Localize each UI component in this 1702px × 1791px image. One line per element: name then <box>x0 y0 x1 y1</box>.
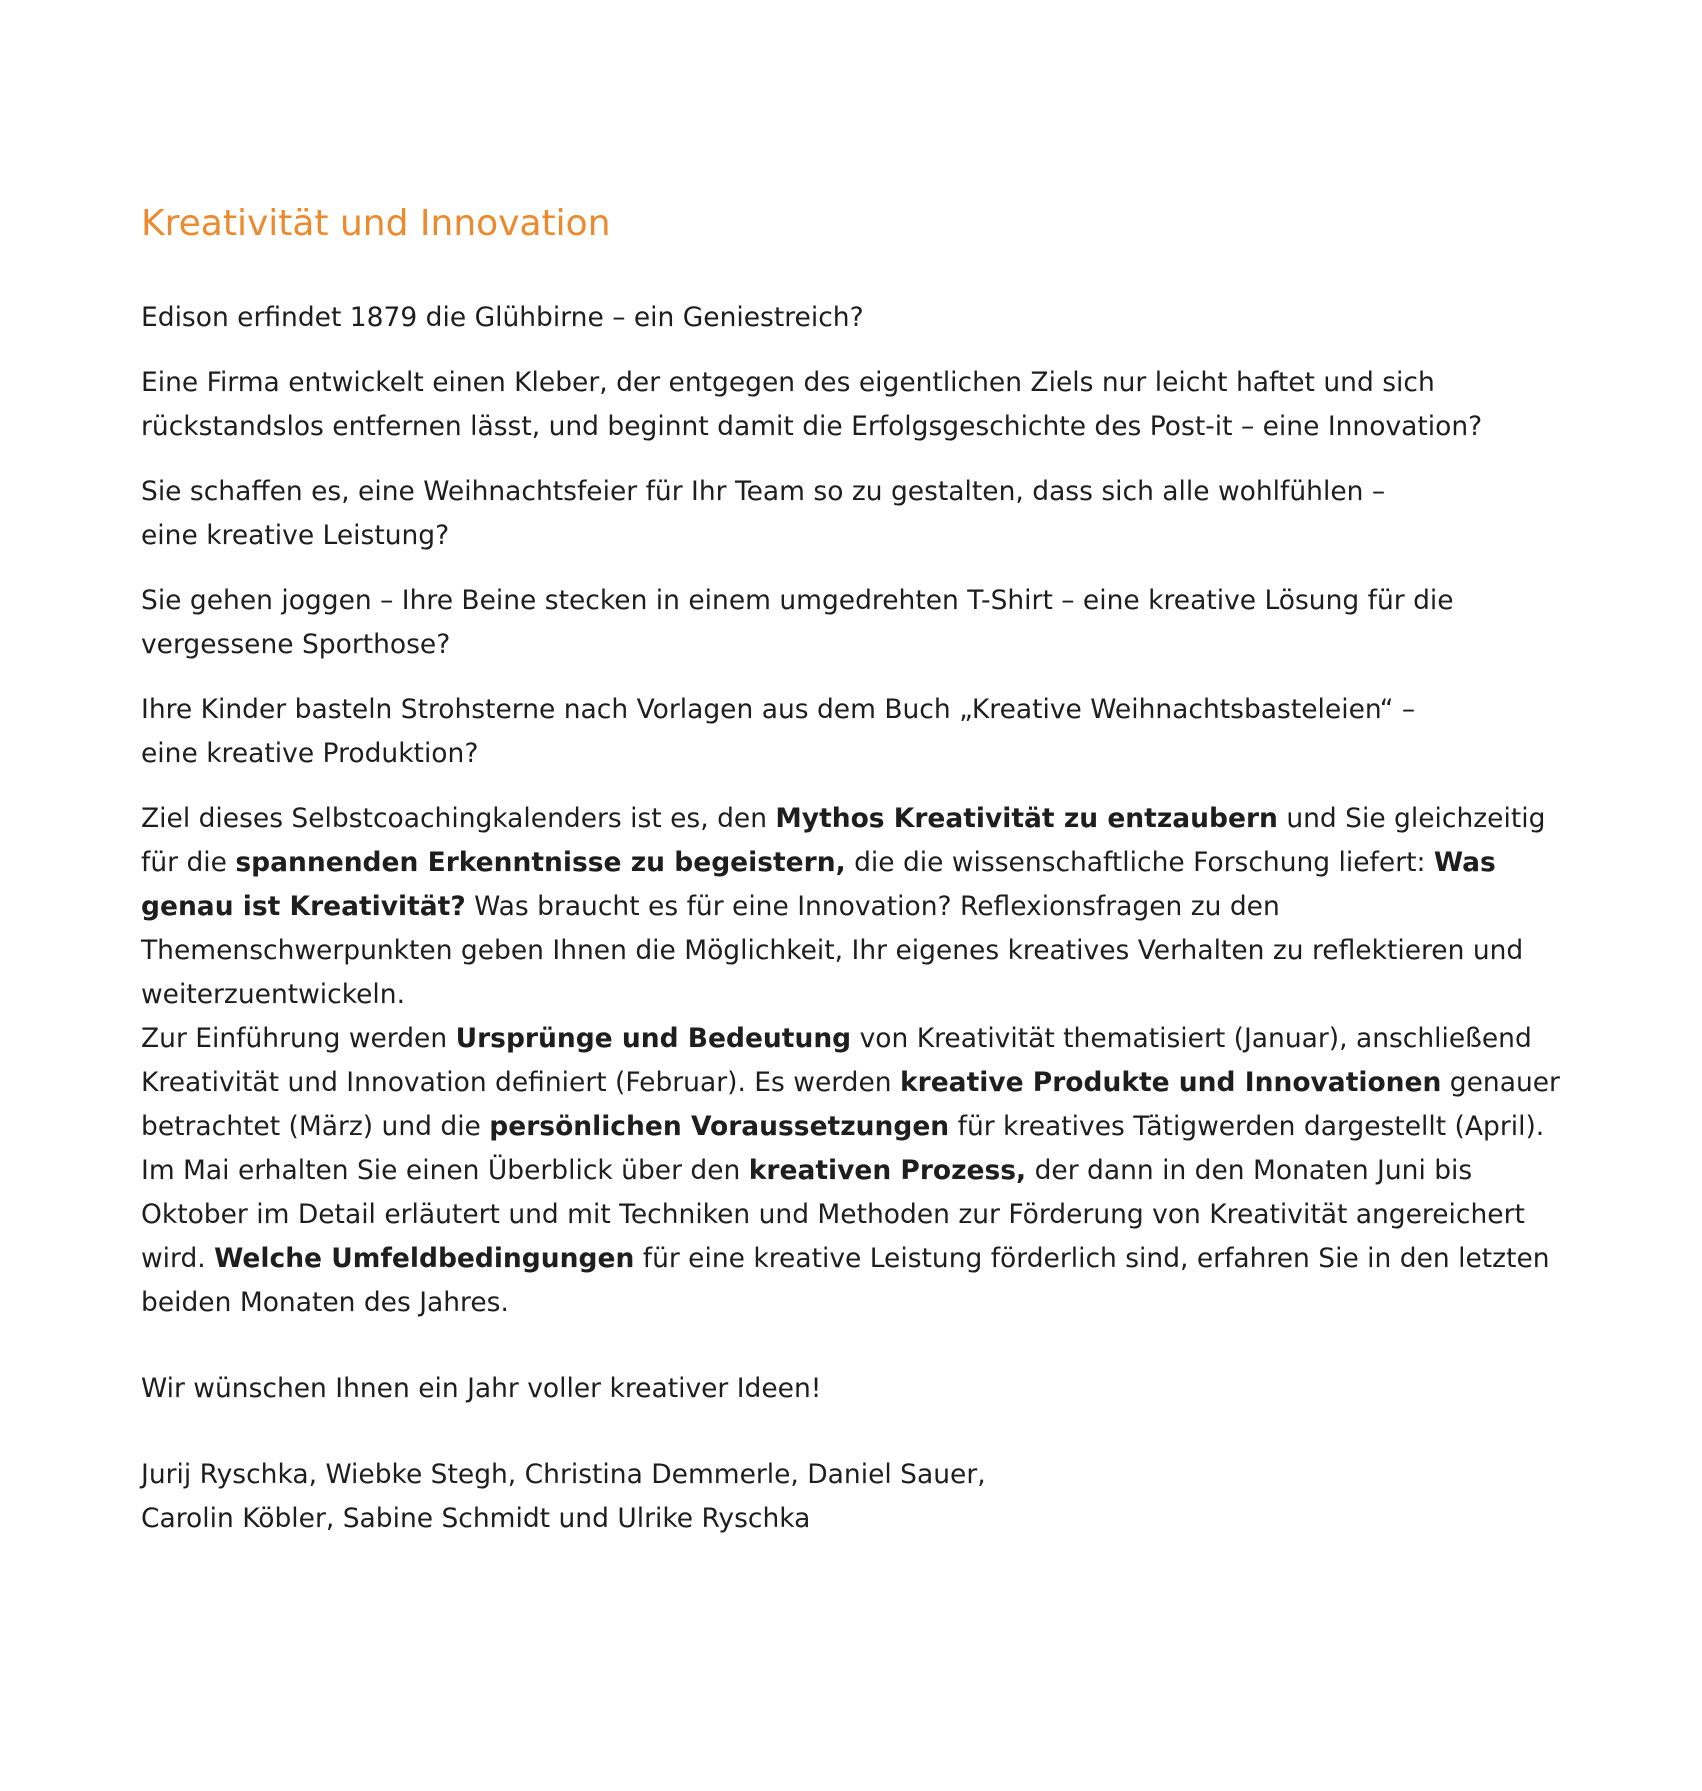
emphasis-text: Welche Umfeldbedingungen <box>214 1243 635 1274</box>
text-line: Ihre Kinder basteln Strohsterne nach Vorlagen aus dem Buch „Kreative Weihnachtsbasteleien“ – <box>141 694 1416 725</box>
author-line: Carolin Köbler, Sabine Schmidt und Ulrike Ryschka <box>141 1503 811 1534</box>
text-run: von Kreativität thematisiert (Januar), anschließend Kreativität und Innovation definiert (Februar). Es werden <box>141 1023 1532 1098</box>
text-run: der dann in den Monaten Juni bis Oktober im Detail erläutert und mit Techniken und Methoden zur Förderung von Kreativität angereichert wird. <box>141 1155 1525 1274</box>
text-line: Wir wünschen Ihnen ein Jahr voller kreativer Ideen! <box>141 1373 822 1404</box>
emphasis-text: spannenden Erkenntnisse zu begeistern, <box>235 847 846 878</box>
text-line: rückstandslos entfernen lässt, und beginnt damit die Erfolgsgeschichte des Post-it – eine Innovation? <box>141 411 1483 442</box>
authors-signature <box>141 1453 1561 1541</box>
emphasis-text: Ursprünge und Bedeutung <box>455 1023 852 1054</box>
text-run: für eine kreative Leistung förderlich sind, erfahren Sie in den letzten beiden Monaten des Jahres. <box>141 1243 1550 1318</box>
text-run: und Sie gleichzeitig für die <box>141 803 1546 878</box>
closing-wish <box>141 1367 1561 1411</box>
intro-question-straw-stars <box>141 688 1561 776</box>
intro-question-christmas-party <box>141 470 1561 558</box>
emphasis-text: Was genau ist Kreativität? <box>141 847 1496 922</box>
text-line: Sie gehen joggen – Ihre Beine stecken in einem umgedrehten T-Shirt – eine kreative Lösung für die <box>141 585 1454 616</box>
text-line: Edison erfindet 1879 die Glühbirne – ein Geniestreich? <box>141 302 864 333</box>
text-run: die die wissenschaftliche Forschung liefert: <box>845 847 1434 878</box>
emphasis-text: kreativen Prozess, <box>748 1155 1027 1186</box>
text-run: Was braucht es für eine Innovation? Reflexionsfragen zu den Themenschwerpunkten geben Ihnen die Möglichkeit, Ihr eigenes kreatives Verhalten zu reflektieren und weiterzuentwickeln. <box>141 891 1524 1010</box>
page-title: Kreativität und Innovation <box>141 203 611 244</box>
text-run: genauer betrachtet (März) und die <box>141 1067 1560 1142</box>
text-line: eine kreative Leistung? <box>141 520 450 551</box>
text-line: Sie schaffen es, eine Weihnachtsfeier für Ihr Team so zu gestalten, dass sich alle wohlfühlen – <box>141 476 1386 507</box>
text-line: Eine Firma entwickelt einen Kleber, der entgegen des eigentlichen Ziels nur leicht haftet und sich <box>141 367 1435 398</box>
emphasis-text: persönlichen Voraussetzungen <box>489 1111 950 1142</box>
emphasis-text: kreative Produkte und Innovationen <box>900 1067 1442 1098</box>
author-line: Jurij Ryschka, Wiebke Stegh, Christina Demmerle, Daniel Sauer, <box>141 1459 986 1490</box>
text-run: für kreatives Tätigwerden dargestellt (April). Im Mai erhalten Sie einen Überblick über den <box>141 1111 1545 1186</box>
emphasis-text: Mythos Kreativität zu entzaubern <box>775 803 1278 834</box>
text-run: Ziel dieses Selbstcoachingkalenders ist es, den <box>141 803 776 834</box>
intro-question-jogging <box>141 579 1561 667</box>
intro-question-edison <box>141 296 1561 340</box>
text-line: eine kreative Produktion? <box>141 738 479 769</box>
intro-question-post-it <box>141 361 1561 449</box>
calendar-purpose-paragraph <box>141 797 1561 1325</box>
text-run: Zur Einführung werden <box>141 1023 456 1054</box>
document-page <box>141 200 1561 1562</box>
text-line: vergessene Sporthose? <box>141 629 451 660</box>
